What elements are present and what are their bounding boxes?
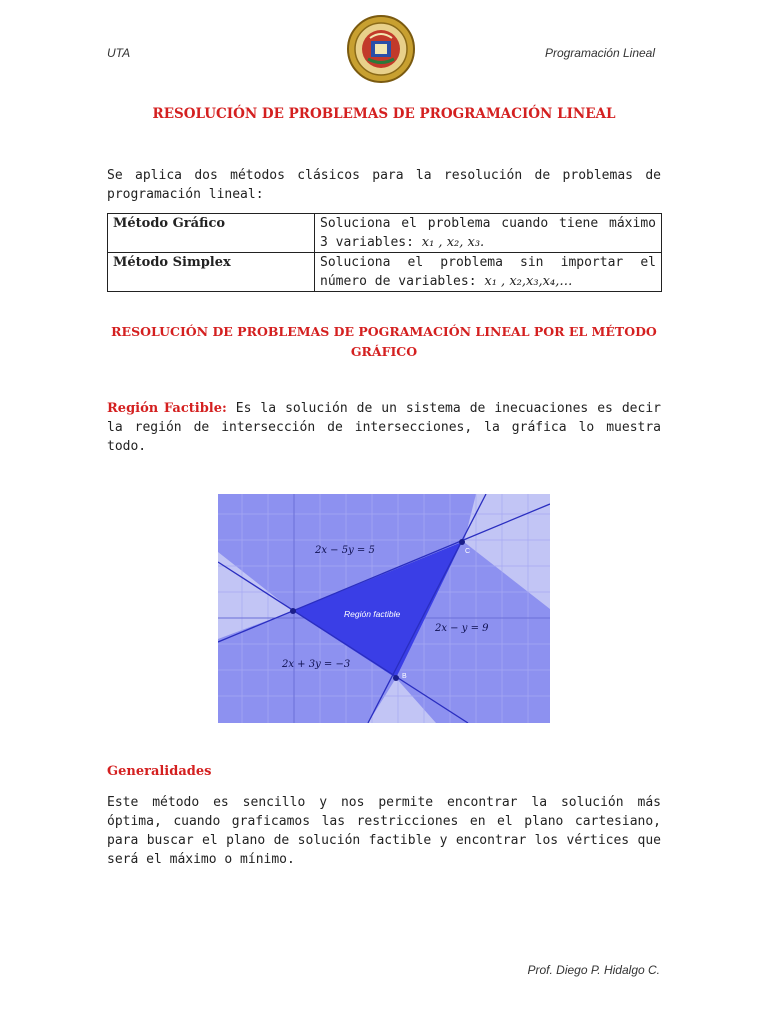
vertex-label: C [465, 548, 471, 555]
methods-table [107, 213, 662, 292]
vertex-label: B [402, 673, 407, 680]
intro-paragraph: Se aplica dos métodos clásicos para la resolución de problemas de programación lineal: [107, 168, 661, 202]
equation-label: 2x − y = 9 [435, 623, 489, 634]
method-name: Método Simplex [108, 253, 315, 292]
footer-author: Prof. Diego P. Hidalgo C. [527, 963, 660, 977]
feasible-region-graph [218, 494, 550, 723]
section-heading: Generalidades [107, 764, 212, 779]
section-subtitle: RESOLUCIÓN DE PROBLEMAS DE POGRAMACIÓN LINEAL POR EL MÉTODO GRÁFICO [111, 324, 657, 359]
equation-label: 2x − 5y = 5 [315, 545, 375, 556]
table-row [108, 253, 662, 292]
table-row [108, 214, 662, 253]
page-title: RESOLUCIÓN DE PROBLEMAS DE PROGRAMACIÓN LINEAL [152, 106, 616, 122]
variables-list: x₁ , x₂,x₃,x₄,… [484, 274, 573, 289]
equation-label: 2x + 3y = −3 [282, 659, 351, 670]
feasible-region-paragraph [107, 399, 661, 456]
method-description: Soluciona el problema cuando tiene máximo 3 variables: x₁ , x₂, x₃. [315, 214, 662, 253]
method-description: Soluciona el problema sin importar el número de variables: x₁ , x₂,x₃,x₄,… [315, 253, 662, 292]
variables-list: x₁ , x₂, x₃. [421, 235, 485, 250]
generalidades-paragraph: Este método es sencillo y nos permite encontrar la solución más óptima, cuando graficamos las restricciones en el plano cartesiano, para buscar el plano de solución factible y encontrar los vértices que será el máximo o mínimo. [107, 795, 661, 867]
header-right: Programación Lineal [544, 46, 655, 60]
university-seal-logo [346, 14, 416, 84]
term-definition: Es la solución de un sistema de inecuaciones es decir la región de intersección de intersecciones, la gráfica lo muestra todo. [107, 401, 661, 454]
term-label: Región Factible: [107, 401, 227, 416]
region-label: Región factible [344, 609, 401, 619]
header-left: UTA [107, 46, 131, 60]
method-name: Método Gráfico [108, 214, 315, 253]
